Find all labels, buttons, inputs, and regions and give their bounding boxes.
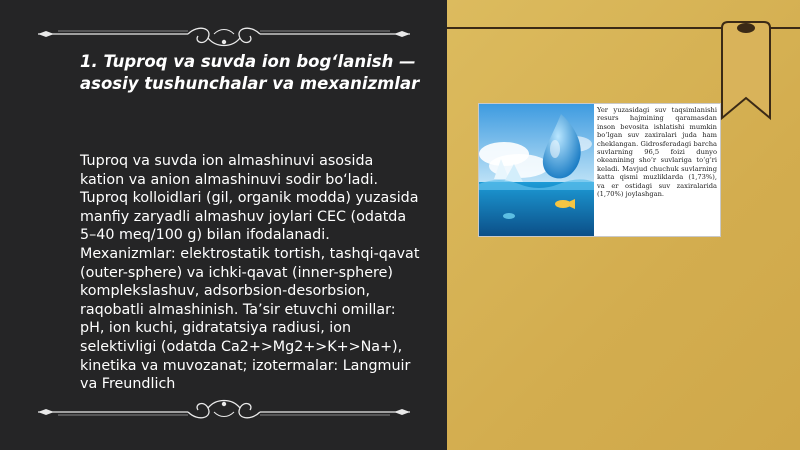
slide-title: 1. Tuproq va suvda ion bog‘lanish — asosiy tushunchalar va mexanizmlar bbox=[80, 52, 420, 93]
flourish-ornament-bottom bbox=[38, 392, 410, 428]
water-drop-illustration bbox=[479, 104, 594, 236]
bookmark-ribbon-icon bbox=[716, 18, 776, 122]
figure-card bbox=[479, 104, 720, 236]
slide-body-text: Tuproq va suvda ion almashinuvi asosida kation va anion almashinuvi sodir bo‘ladi. Tuproq kolloidlari (gil, organik modda) yuzasida manfiy zaryadli almashuv joylari CEC (odatda 5–40 meq/100 g) bilan ifodalanadi. Mexanizmlar: elektrostatik tortish, tashqi-qavat (outer-sphere) va ichki-qavat (inner-sphere) komplekslashuv, adsorbsion-desorbsion, raqobatli almashinish. Ta’sir etuvchi omillar: pH, ion kuchi, gidratatsiya radiusi, ion selektivligi (odatda Ca2+>Mg2+>K+>Na+), kinetika va muvozanat; izotermalar: Langmuir va Freundlich bbox=[80, 153, 420, 393]
figure-caption-text: Yer yuzasidagi suv taqsimlanishi resurs hajmining qaramasdan inson bevosita ishlatishi mumkin bo‘lgan suv zaxiralari juda ham cheklangan. Gidrosferadagi barcha suvlarning 96,5 foizi dunyo okeanining sho‘r suvlariga to‘g‘ri keladi. Mavjud chuchuk suvlarning katta qismi muzliklarda (1,73%), va er ostidagi suv zaxiralarida (1,70%) joylashgan. bbox=[597, 106, 717, 199]
